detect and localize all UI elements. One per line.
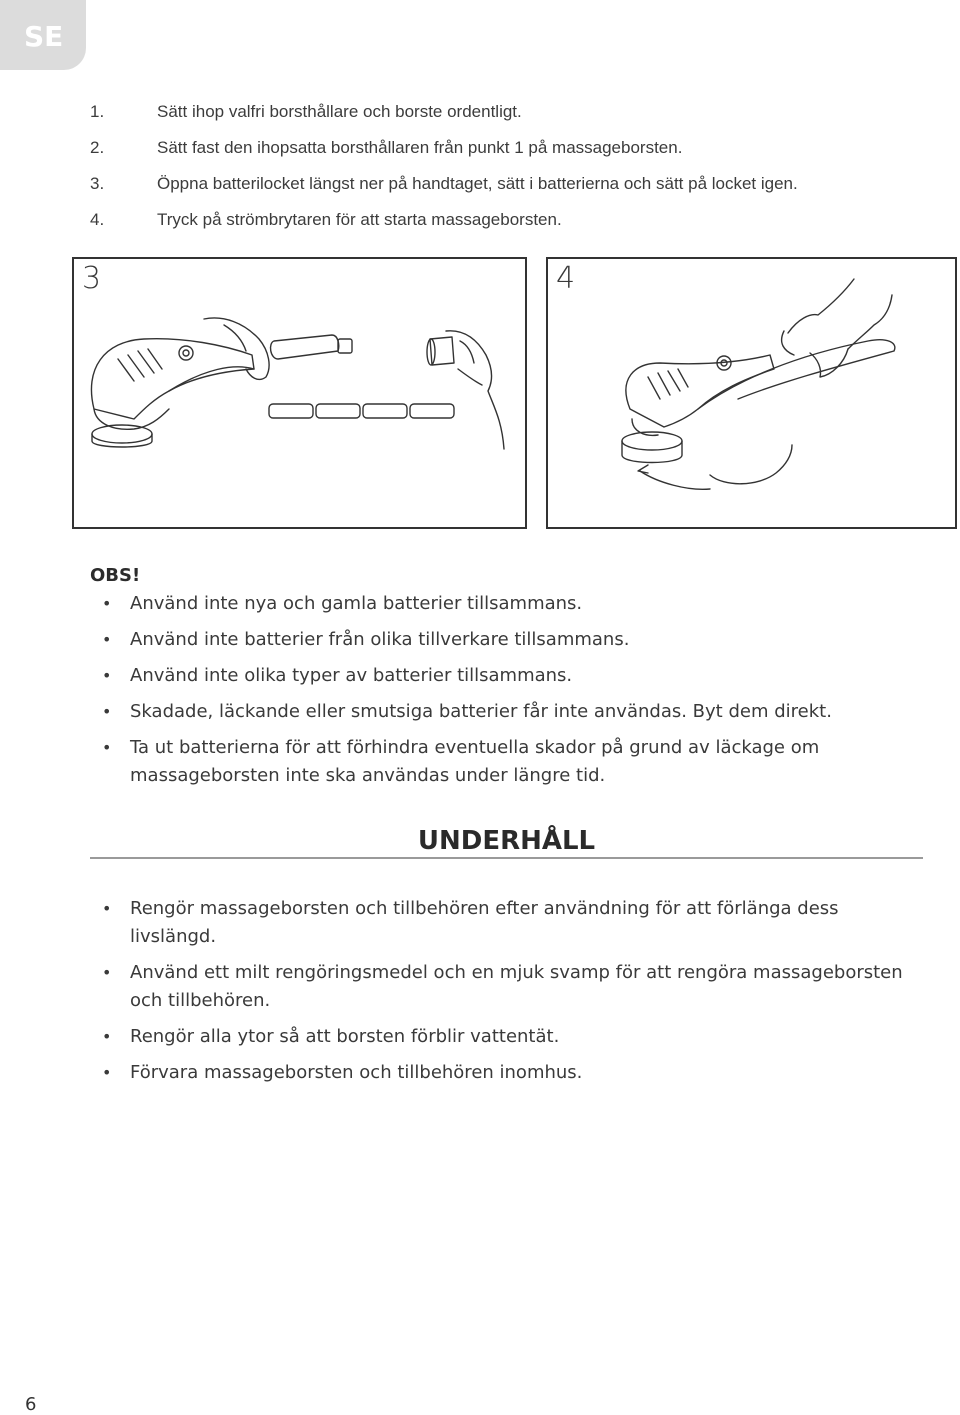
figure-label: 3 <box>82 261 102 296</box>
step-item <box>90 206 920 242</box>
list-item: • Använd inte nya och gamla batterier tillsammans. <box>102 590 922 618</box>
list-item: • Använd inte olika typer av batterier tillsammans. <box>102 662 922 690</box>
list-item: • Rengör alla ytor så att borsten förblir vattentät. <box>102 1023 922 1051</box>
list-item: • Förvara massageborsten och tillbehören inomhus. <box>102 1059 922 1087</box>
step-text: Sätt fast den ihopsatta borsthållaren från punkt 1 på massageborsten. <box>157 138 683 157</box>
step-item <box>90 98 920 134</box>
step-item <box>90 134 920 170</box>
step-number: 3. <box>90 174 105 193</box>
list-item: • Skadade, läckande eller smutsiga batterier får inte användas. Byt dem direkt. <box>102 698 922 726</box>
list-item: • Använd ett milt rengöringsmedel och en mjuk svamp för att rengöra massageborsten och tillbehören. <box>102 959 922 1015</box>
step-text: Sätt ihop valfri borsthållare och borste ordentligt. <box>157 102 522 121</box>
step-item <box>90 170 920 206</box>
step-text: Tryck på strömbrytaren för att starta massageborsten. <box>157 210 562 229</box>
page-number: 6 <box>25 1394 37 1415</box>
list-item: • Ta ut batterierna för att förhindra eventuella skador på grund av läckage om massageborsten inte ska användas under längre tid. <box>102 734 922 790</box>
notice-list <box>102 590 922 798</box>
figure-battery-insertion <box>72 257 527 529</box>
language-tab <box>0 0 86 70</box>
language-code: SE <box>24 20 64 53</box>
list-item: • Använd inte batterier från olika tillverkare tillsammans. <box>102 626 922 654</box>
step-number: 1. <box>90 102 105 121</box>
figure-label: 4 <box>556 261 576 296</box>
figure-switch-on <box>546 257 957 529</box>
step-number: 4. <box>90 210 105 229</box>
switch-on-illustration <box>548 259 955 527</box>
notice-title: OBS! <box>90 565 141 586</box>
step-number: 2. <box>90 138 105 157</box>
section-divider <box>90 857 923 859</box>
step-text: Öppna batterilocket längst ner på handtaget, sätt i batterierna och sätt på locket igen. <box>157 174 798 193</box>
section-title: UNDERHÅLL <box>417 826 596 856</box>
instruction-steps <box>90 98 920 242</box>
list-item: • Rengör massageborsten och tillbehören efter användning för att förlänga dess livslängd. <box>102 895 922 951</box>
battery-illustration <box>74 259 525 527</box>
maintenance-list <box>102 895 922 1095</box>
